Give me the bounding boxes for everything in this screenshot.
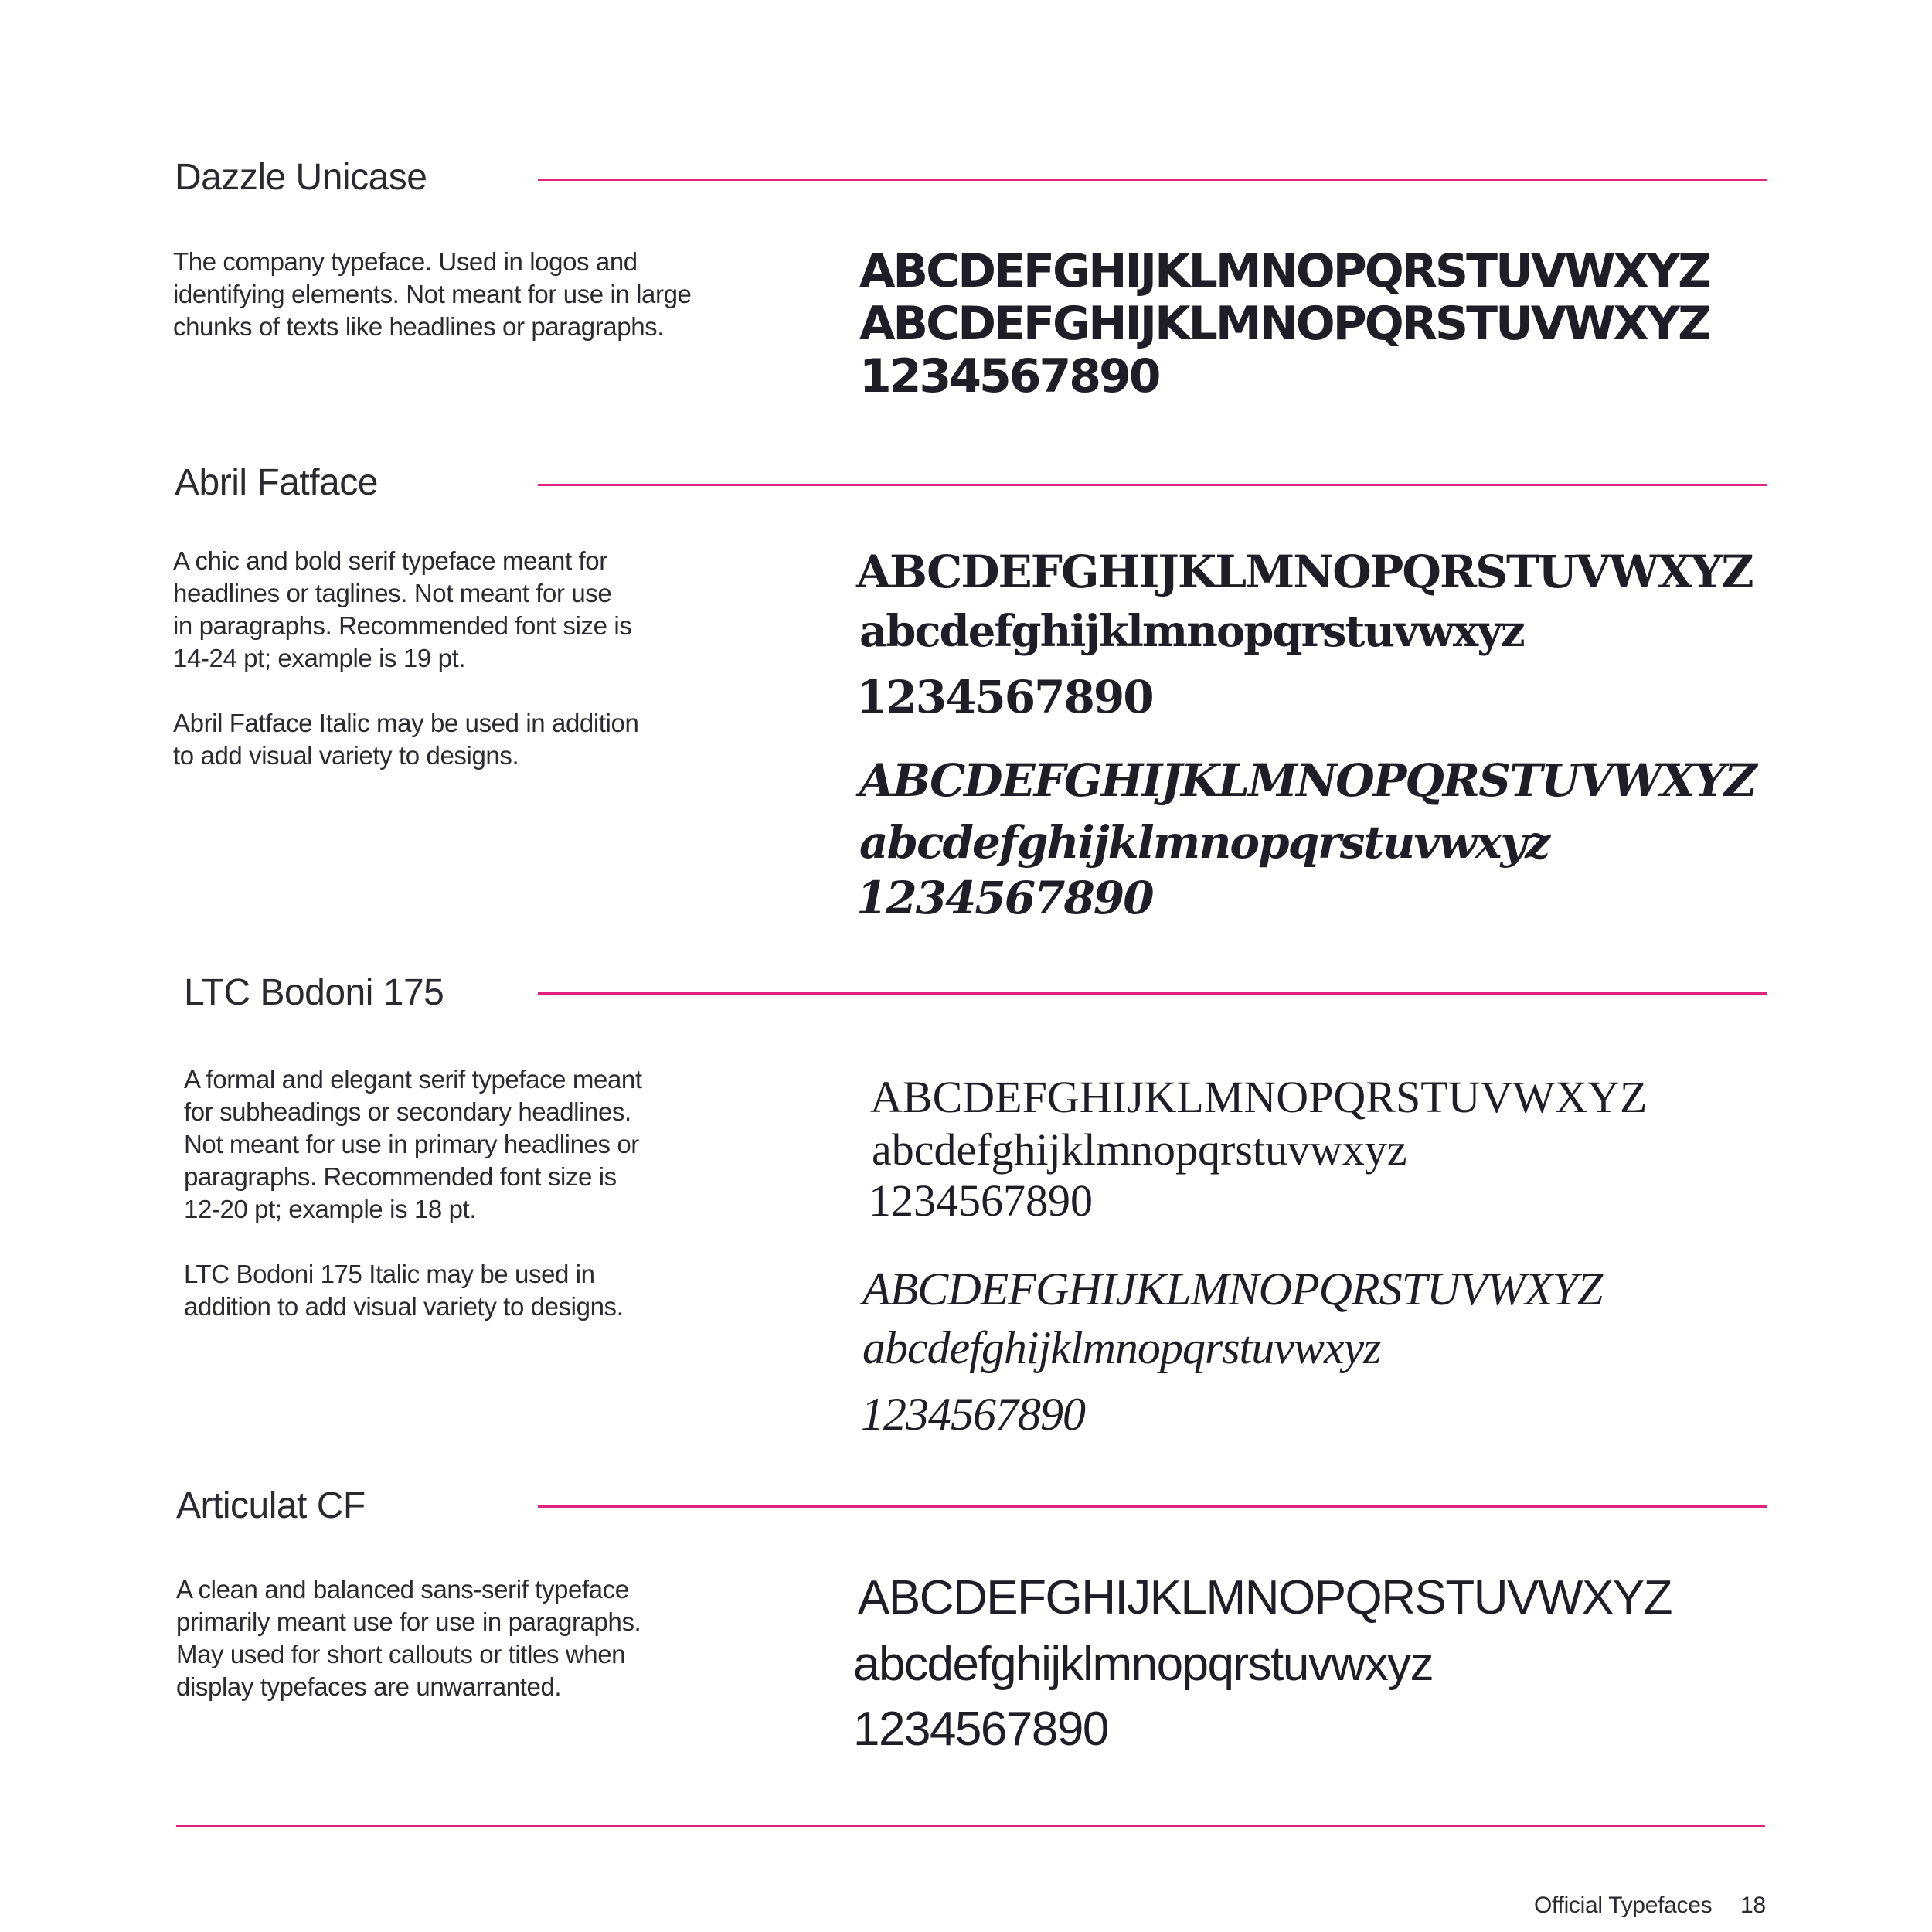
section-title-dazzle-unicase: Dazzle Unicase [175,157,427,198]
font-sample-numerals: 1234567890 [853,1702,1108,1756]
description-line: A formal and elegant serif typeface meant [184,1065,642,1094]
description-line: display typefaces are unwarranted. [176,1672,562,1701]
font-sample-uppercase: ABCDEFGHIJKLMNOPQRSTUVWXYZ [858,1571,1672,1624]
description-line: Abril Fatface Italic may be used in addition [173,709,639,737]
font-sample-numerals: 1234567890 [856,671,1153,723]
description-line: in paragraphs. Recommended font size is [173,611,632,640]
section-description [173,246,692,343]
description-line: LTC Bodoni 175 Italic may be used in [184,1260,595,1288]
description-line: to add visual variety to designs. [173,741,519,770]
font-sample-uppercase: ABCDEFGHIJKLMNOPQRSTUVWXYZ [859,244,1709,298]
footer-divider [176,1825,1765,1827]
font-sample-lowercase: abcdefghijklmnopqrstuvwxyz [853,1638,1434,1691]
section-divider [538,992,1767,995]
description-line: A clean and balanced sans-serif typeface [176,1575,629,1604]
font-sample-lowercase: abcdefghijklmnopqrstuvwxyz [859,606,1524,657]
description-line: primarily meant use for use in paragraphs. [176,1607,641,1636]
font-sample-italic-lowercase: abcdefghijklmnopqrstuvwxyz [862,1322,1381,1373]
description-line: A chic and bold serif typeface meant for [173,546,607,575]
description-line: for subheadings or secondary headlines. [184,1097,631,1126]
page-number: 18 [1740,1893,1766,1918]
font-sample-unicase: ABCDEFGHIJKLMNOPQRSTUVWXYZ [859,297,1709,351]
section-description [173,545,638,772]
font-sample-italic-numerals: 1234567890 [861,1389,1085,1440]
font-sample-italic-lowercase: abcdefghijklmnopqrstuvwxyz [859,816,1549,869]
description-line: headlines or taglines. Not meant for use [173,579,612,607]
section-title-abril-fatface: Abril Fatface [175,462,378,503]
font-sample-italic-uppercase: ABCDEFGHIJKLMNOPQRSTUVWXYZ [862,1264,1603,1315]
footer-label: Official Typefaces [1534,1893,1713,1918]
description-line: May used for short callouts or titles when [176,1640,626,1668]
section-divider [538,484,1767,486]
font-sample-uppercase: ABCDEFGHIJKLMNOPQRSTUVWXYZ [870,1072,1648,1122]
section-divider [538,1505,1767,1508]
section-title-ltc-bodoni: LTC Bodoni 175 [184,972,444,1013]
description-line: paragraphs. Recommended font size is [184,1162,617,1191]
font-sample-italic-uppercase: ABCDEFGHIJKLMNOPQRSTUVWXYZ [859,754,1756,807]
description-line: 14-24 pt; example is 19 pt. [173,644,466,672]
description-line: chunks of texts like headlines or paragraphs. [173,312,665,341]
description-line: 12-20 pt; example is 18 pt. [184,1195,477,1223]
description-line: The company typeface. Used in logos and [173,247,638,276]
description-line: addition to add visual variety to designs. [184,1292,624,1321]
description-line: Not meant for use in primary headlines or [184,1130,639,1158]
font-sample-numerals: 1234567890 [859,349,1159,403]
section-divider [538,179,1767,181]
font-sample-uppercase: ABCDEFGHIJKLMNOPQRSTUVWXYZ [856,546,1753,598]
description-line: identifying elements. Not meant for use in large [173,280,692,308]
section-description [184,1063,642,1323]
font-sample-numerals: 1234567890 [869,1175,1093,1226]
section-description [176,1573,641,1703]
font-sample-lowercase: abcdefghijklmnopqrstuvwxyz [872,1124,1407,1175]
font-sample-italic-numerals: 1234567890 [856,872,1153,924]
section-title-articulat-cf: Articulat CF [176,1485,366,1526]
